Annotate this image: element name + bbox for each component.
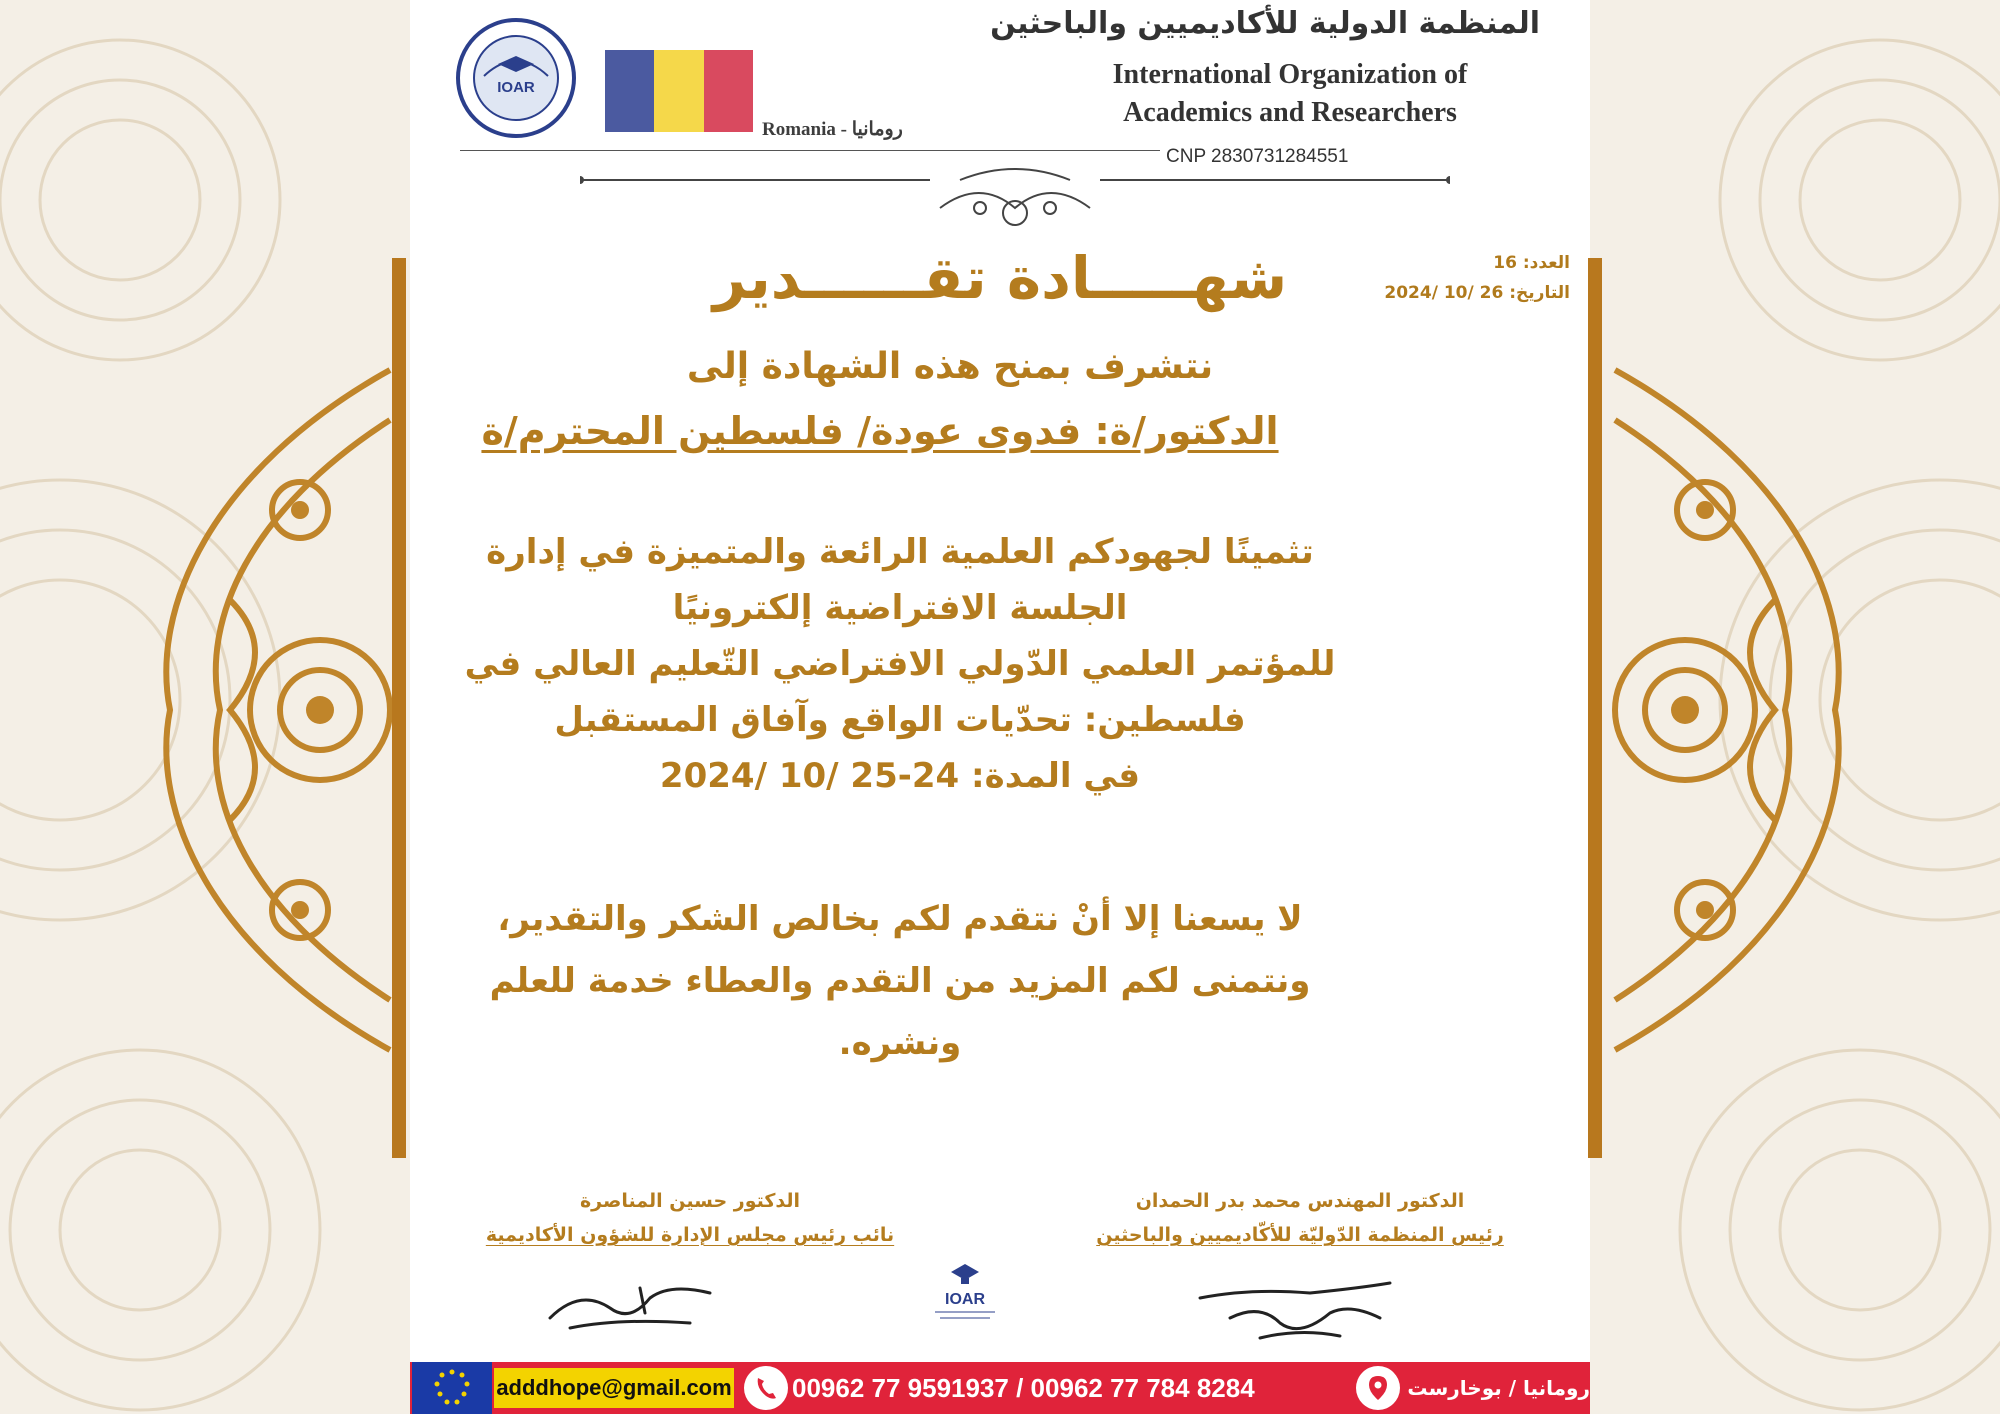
closing-line: ونتمنى لكم المزيد من التقدم والعطاء خدمة للعلم — [489, 961, 1311, 1001]
body-line: تثمينًا لجهودكم العلمية الرائعة والمتميزة في إدارة — [486, 532, 1314, 572]
signature-left — [540, 1268, 720, 1340]
logo-text: IOAR — [497, 79, 535, 96]
signatory-name: الدكتور حسين المناصرة — [579, 1190, 801, 1212]
org-name-arabic: المنظمة الدولية للأكاديميين والباحثين — [990, 6, 1540, 41]
body-line: الجلسة الافتراضية إلكترونيًا — [672, 588, 1128, 628]
mandala-ornament-left — [150, 350, 410, 1070]
ornamental-divider — [580, 158, 1450, 238]
small-logo-text: IOAR — [945, 1291, 985, 1308]
country-label: Romania - رومانيا — [762, 119, 903, 140]
signature-right — [1190, 1268, 1400, 1348]
romania-flag — [605, 50, 753, 132]
location-pin-icon — [1356, 1366, 1400, 1410]
org-name-english-line1: International Organization of — [1112, 59, 1468, 90]
signatory-title: رئيس المنظمة الدّوليّة للأكّاديميين والباحثين — [1096, 1224, 1504, 1246]
reference-number: العدد: 16 — [1493, 253, 1570, 273]
reference-date: التاريخ: 26 /10 /2024 — [1384, 283, 1570, 303]
body-line: فلسطين: تحدّيات الواقع وآفاق المستقبل — [554, 700, 1246, 740]
certificate-closing — [400, 888, 1400, 1074]
address-text: رومانيا / بوخارست — [1407, 1376, 1590, 1400]
eu-flag — [412, 1362, 492, 1414]
body-line: للمؤتمر العلمي الدّولي الافتراضي التّعليم العالي في — [464, 644, 1336, 684]
ioar-small-logo — [915, 1254, 1015, 1334]
certificate-body — [400, 524, 1400, 804]
signatory-title: نائب رئيس مجلس الإدارة للشؤون الأكاديمية — [485, 1224, 895, 1246]
phone-icon — [744, 1366, 788, 1410]
closing-line: لا يسعنا إلا أنْ نتقدم لكم بخالص الشكر والتقدير، — [497, 899, 1303, 939]
reference-info — [1384, 248, 1570, 308]
signatory-name: الدكتور المهندس محمد بدر الحمدان — [1135, 1190, 1465, 1212]
signatory-vice-president — [430, 1184, 950, 1252]
closing-line: ونشره. — [838, 1023, 962, 1063]
recipient-name: الدكتور/ة: فدوى عودة/ فلسطين المحترم/ة — [481, 409, 1279, 453]
mandala-ornament-right — [1595, 350, 1855, 1070]
certificate-intro: نتشرف بمنح هذه الشهادة إلى — [686, 346, 1214, 387]
certificate-title: شهـــــادة تقــــــدير — [712, 244, 1288, 312]
email-link[interactable]: adddhope@gmail.com — [494, 1368, 734, 1408]
org-name-english — [1040, 56, 1540, 132]
gold-border-right — [1588, 258, 1602, 1158]
cnp-number: CNP 2830731284551 — [1166, 146, 1349, 167]
phone-numbers[interactable]: 00962 77 9591937 / 00962 77 784 8284 — [792, 1373, 1255, 1403]
signatory-president — [1030, 1184, 1570, 1252]
ioar-logo — [454, 16, 578, 140]
header-rule — [460, 150, 1160, 151]
body-line: في المدة: 24-25 /10 /2024 — [659, 756, 1141, 796]
org-name-english-line2: Academics and Researchers — [1123, 97, 1457, 128]
